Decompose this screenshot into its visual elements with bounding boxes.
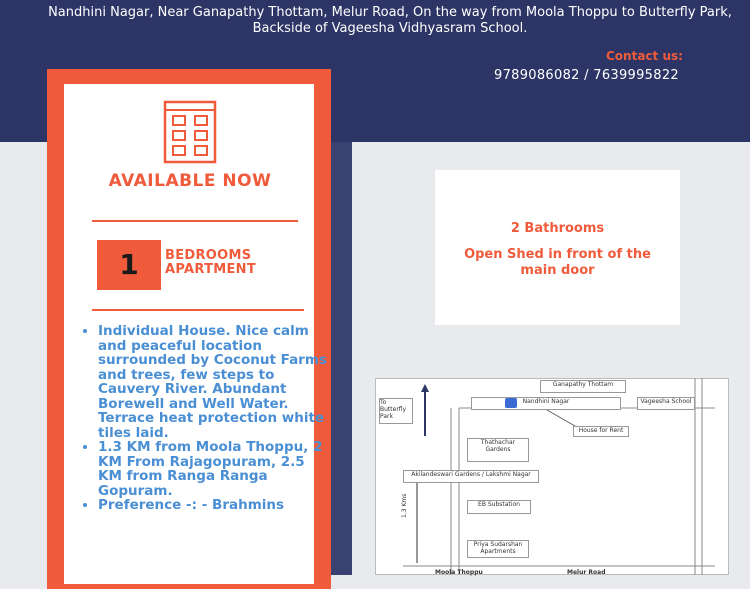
location-map (375, 378, 729, 575)
map-thathachar: Thathachar Gardens (467, 438, 529, 462)
feature-item: • Preference -: - Brahmins (98, 498, 330, 513)
divider-top (92, 220, 298, 222)
map-distance: 1.3 Kms (401, 493, 408, 518)
building-icon (161, 100, 219, 164)
house-marker (505, 398, 517, 408)
divider-bottom (92, 309, 304, 311)
bathrooms-text: 2 Bathrooms (510, 221, 605, 236)
map-akilandeswari: Akilandeswari Gardens / Lakshmi Nagar (403, 470, 539, 483)
map-melur: Melur Road (567, 569, 606, 576)
contact-label: Contact us: (606, 49, 683, 63)
map-nandhini: Nandhini Nagar (471, 397, 621, 410)
feature-item: • Individual House. Nice calm and peaceful location surrounded by Coconut Farms and trees, few steps to Cauvery River. Abundant Borewell and Well Water. Terrace heat protection white tiles laid. (98, 324, 330, 440)
card-shadow-strip (330, 142, 352, 575)
feature-item: • 1.3 KM from Moola Thoppu, 2 KM From Rajagopuram, 2.5 KM from Ranga Ranga Gopuram. (98, 440, 330, 498)
map-to-butterfly: To Butterfly Park (379, 398, 413, 424)
map-priya-sudarshan: Priya Sudarshan Apartments (467, 540, 529, 558)
address-text: Nandhini Nagar, Near Ganapathy Thottam, Melur Road, On the way from Moola Thoppu to Butterfly Park, Backside of Vageesha Vidhyasram School. (48, 5, 732, 36)
availability-heading: AVAILABLE NOW (108, 171, 272, 191)
map-vageesha: Vageesha School (637, 397, 695, 410)
map-eb-substation: EB Substation (467, 500, 531, 514)
map-ganapathy: Ganapathy Thottam (540, 380, 626, 393)
shed-text: Open Shed in front of the main door (464, 247, 651, 278)
bedroom-count: 1 (97, 240, 161, 290)
feature-list (80, 324, 330, 513)
bedroom-label: BEDROOMS APARTMENT (165, 248, 257, 277)
contact-phones: 9789086082 / 7639995822 (494, 68, 679, 83)
map-moola: Moola Thoppu (435, 569, 483, 576)
map-house-for-rent: House for Rent (573, 426, 629, 437)
